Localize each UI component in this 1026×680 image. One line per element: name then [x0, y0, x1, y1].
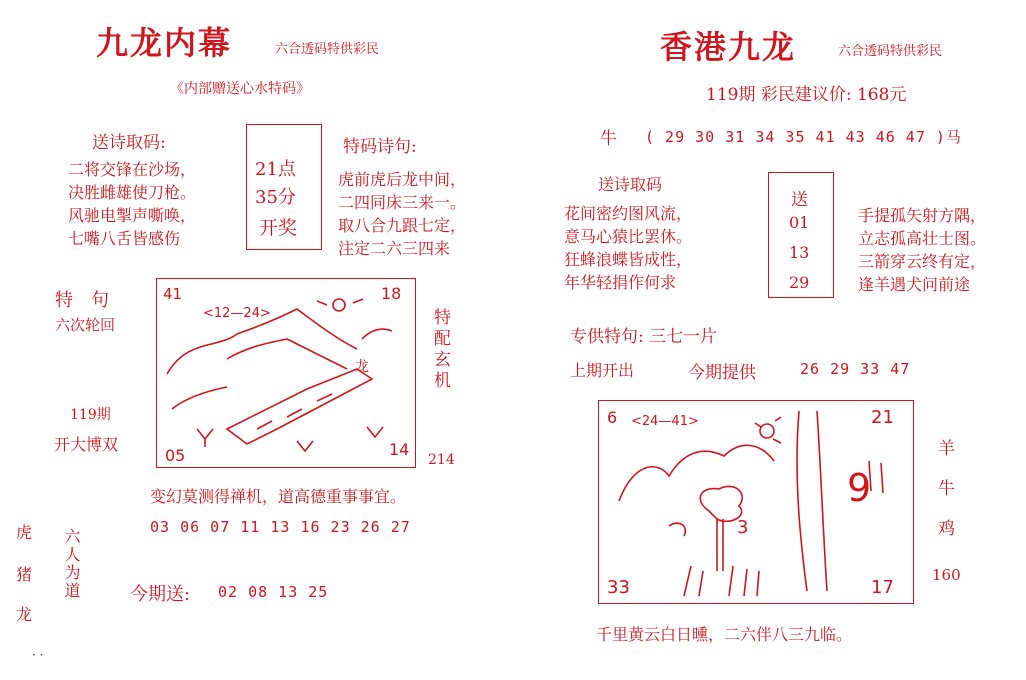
right-title: 香港九龙	[660, 28, 797, 66]
zodiac-dragon: 龙	[16, 605, 33, 624]
left-poem-line: 七嘴八舌皆感伤	[68, 229, 181, 248]
special-heading: 特码诗句:	[343, 137, 417, 157]
left-sketch-frame	[156, 278, 416, 468]
grass-mark	[197, 429, 213, 447]
right-side-line: 立志孤高壮士图。	[858, 229, 987, 248]
sketch-br-number: 14	[389, 440, 410, 459]
send-box-num: 29	[789, 273, 810, 292]
special-line: 专供特句: 三七一片	[570, 327, 718, 347]
draw-time-hour: 21点	[255, 159, 296, 180]
sun-circle	[333, 299, 345, 311]
sketch-nine: 9	[847, 466, 872, 510]
sketch-bl-number: 33	[607, 577, 630, 598]
sun-rays	[755, 417, 781, 443]
sketch-tl-number: 41	[163, 285, 183, 303]
special-line: 虎前虎后龙中间，	[338, 170, 467, 189]
niu-label: 牛	[600, 129, 617, 149]
sketch-dragon-char: 龙	[355, 359, 369, 375]
sketch-bl-number: 05	[165, 446, 186, 465]
sketch-tl-number: 6	[607, 408, 618, 427]
left-side-vert: 特配玄机	[430, 308, 450, 392]
sun-circle	[760, 424, 774, 438]
prev-label: 上期开出	[570, 361, 635, 380]
left-poem	[68, 158, 196, 250]
sketch-range: <24—41>	[631, 414, 699, 429]
right-side-poem	[858, 204, 986, 296]
special-poem	[338, 168, 466, 260]
special-line: 二四同床三来一。	[338, 193, 467, 212]
special-line: 注定二六三四来	[338, 239, 451, 258]
right-side-line: 三箭穿云终有定，	[858, 252, 987, 271]
issue-price: 119期 彩民建议价: 168元	[706, 85, 907, 105]
send-numbers: 02 08 13 25	[218, 583, 329, 601]
left-poem-line: 二将交锋在沙场，	[68, 160, 197, 179]
tree-crown	[700, 486, 742, 521]
left-issue: 119期	[70, 407, 111, 423]
left-sketch-drawing	[157, 279, 415, 467]
right-zodiac-goat: 羊	[938, 439, 955, 459]
right-side-num: 160	[932, 566, 961, 584]
right-subtitle: 六合透码特供彩民	[838, 44, 943, 59]
grass-mark	[367, 427, 383, 437]
grass-mark	[297, 441, 313, 451]
right-zodiac-rooster: 鸡	[938, 519, 955, 539]
send-box	[768, 172, 834, 298]
sketch-tr-number: 21	[871, 407, 894, 428]
tree-stem	[717, 519, 723, 571]
draw-time-minute: 35分	[255, 187, 296, 208]
right-sketch-frame	[598, 400, 914, 604]
liu-ren: 六人为道	[62, 528, 81, 600]
bird-line	[362, 329, 392, 339]
right-side-line: 手提孤矢射方隅，	[858, 206, 987, 225]
right-sketch-drawing	[599, 401, 913, 603]
sketch-br-number: 17	[871, 577, 894, 598]
te-ju: 特 句	[55, 290, 109, 311]
left-title: 九龙内幕	[96, 24, 233, 62]
left-phrase: 变幻莫测得禅机，道高德重事事宜。	[150, 487, 407, 506]
grass-lines	[684, 566, 759, 596]
right-zodiac-ox: 牛	[938, 479, 955, 499]
left-numbers: 03 06 07 11 13 16 23 26 27	[150, 518, 411, 536]
send-box-num: 01	[789, 213, 810, 232]
tree-trunk-right	[817, 411, 827, 591]
this-numbers: 26 29 33 47	[800, 360, 911, 378]
kai-da: 开大博双	[54, 435, 119, 454]
hill-line	[172, 387, 227, 409]
this-label: 今期提供	[688, 363, 756, 383]
left-poem-line: 决胜雌雄使刀枪。	[68, 183, 197, 202]
right-side-line: 逢羊遇犬问前途	[858, 275, 971, 294]
left-poem-line: 风驰电掣声嘶唤，	[68, 206, 197, 225]
left-subtitle: 六合透码特供彩民	[275, 42, 380, 57]
field-path	[227, 369, 372, 444]
tree-trunk-left	[797, 411, 807, 591]
send-box-label: 送	[791, 190, 808, 210]
te-ju-sub: 六次轮回	[55, 316, 116, 334]
mountain-ridge	[227, 339, 347, 369]
right-poem-line: 花间密约图风流，	[564, 204, 693, 223]
left-tagline: 《内部赠送心水特码》	[170, 81, 310, 97]
sketch-range: <12—24>	[203, 306, 271, 321]
sketch-three: 3	[737, 517, 749, 538]
left-side-num: 214	[428, 452, 455, 468]
right-poem-line: 意马心猿比罢休。	[564, 227, 693, 246]
right-phrase: 千里黄云白日曛，二六伴八三九临。	[596, 625, 853, 644]
send-box-num: 13	[789, 243, 810, 262]
field-divisions	[257, 394, 332, 429]
mountain-outline	[619, 445, 774, 501]
corner-dots: · ·	[32, 648, 44, 662]
special-line: 取八合九跟七定，	[338, 216, 467, 235]
zodiac-pig: 猪	[16, 565, 33, 584]
right-poem-line: 年华轻捐作何求	[564, 273, 677, 292]
sketch-tr-number: 18	[381, 284, 402, 303]
niu-numbers: ( 29 30 31 34 35 41 43 46 47 )马	[645, 128, 962, 146]
left-poem-heading: 送诗取码:	[92, 133, 166, 153]
right-poem	[564, 202, 692, 294]
right-poem-heading: 送诗取码	[598, 175, 663, 194]
bird-mark	[669, 523, 685, 536]
sun-rays	[317, 299, 363, 305]
draw-time-box	[246, 124, 322, 250]
send-label: 今期送:	[130, 584, 191, 605]
zodiac-tiger: 虎	[16, 523, 33, 542]
draw-time-label: 开奖	[259, 217, 298, 239]
right-poem-line: 狂蜂浪蝶皆成性，	[564, 250, 693, 269]
